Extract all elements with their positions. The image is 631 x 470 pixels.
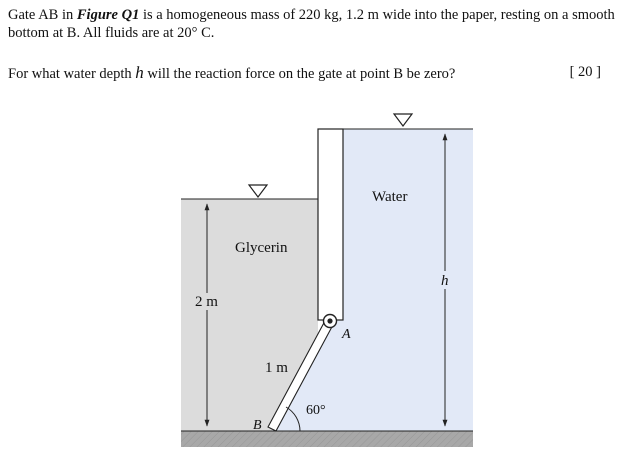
ground-hatch: [181, 431, 473, 447]
gate-length-label: 1 m: [265, 360, 288, 376]
water-label: Water: [372, 189, 408, 205]
question-ask-rest: will the reaction force on the gate at point B be zero?: [143, 66, 456, 82]
hinge-a-pin: [327, 318, 332, 323]
glycerin-depth-label: 2 m: [195, 294, 218, 310]
water-surface-symbol: [394, 114, 412, 126]
question-intro: Gate AB in: [8, 7, 77, 23]
water-depth-label: h: [441, 273, 449, 289]
point-b-label: B: [253, 418, 262, 433]
depth-symbol: h: [135, 63, 144, 82]
question-ask-prefix: For what water depth: [8, 66, 136, 82]
glycerin-label: Glycerin: [235, 240, 288, 256]
question-details: is a homogeneous mass of 220 kg, 1.2 m wide into the paper, resting on a smooth bottom at B. All fluids are at 20° C.: [8, 7, 615, 41]
dividing-wall: [318, 129, 343, 320]
figure-reference: Figure Q1: [76, 7, 140, 23]
hinge-a-label: A: [342, 327, 351, 342]
glycerin-surface-symbol: [249, 185, 267, 197]
angle-label: 60°: [306, 403, 326, 418]
marks-label: [ 20 ]: [569, 64, 601, 80]
